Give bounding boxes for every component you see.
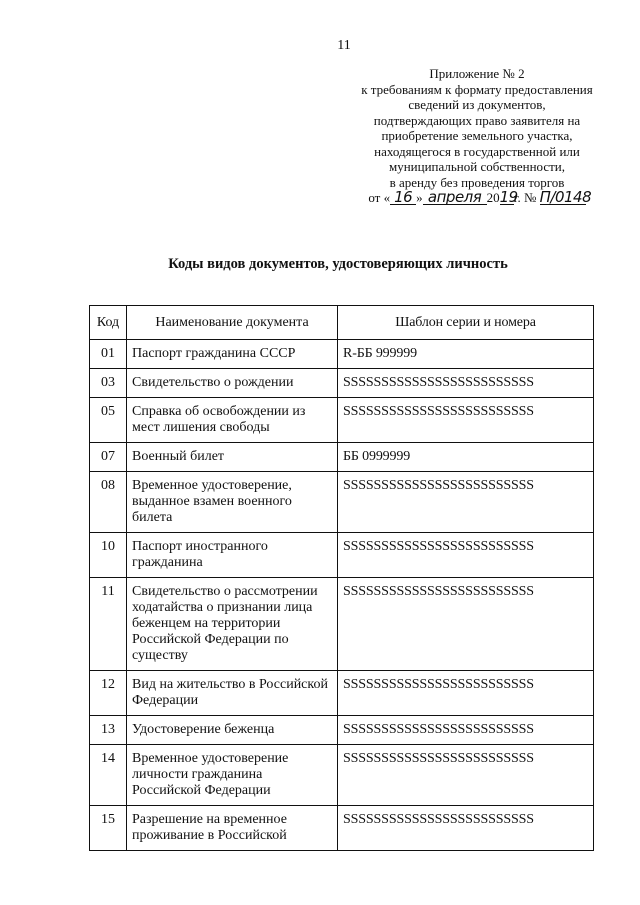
header-code: Код bbox=[90, 306, 127, 340]
document-codes-table bbox=[89, 305, 594, 851]
row-name: Справка об освобождении из мест лишения свободы bbox=[127, 398, 338, 443]
order-date-line bbox=[352, 190, 602, 206]
appendix-line: к требованиям к формату предоставления bbox=[361, 81, 593, 97]
row-code: 08 bbox=[90, 472, 127, 533]
appendix-line: находящегося в государственной или bbox=[374, 143, 580, 159]
year-prefix: 20 bbox=[486, 190, 500, 205]
row-template: SSSSSSSSSSSSSSSSSSSSSSSSS bbox=[338, 716, 594, 745]
table-row bbox=[90, 578, 594, 671]
table-row bbox=[90, 533, 594, 578]
row-name: Паспорт гражданина СССР bbox=[127, 340, 338, 369]
row-name: Вид на жительство в Российской Федерации bbox=[127, 671, 338, 716]
table-row bbox=[90, 671, 594, 716]
row-code: 03 bbox=[90, 369, 127, 398]
row-code: 15 bbox=[90, 806, 127, 851]
row-code: 12 bbox=[90, 671, 127, 716]
handwritten-month: апреля bbox=[423, 190, 487, 205]
page-number: 11 bbox=[337, 38, 351, 53]
row-template: SSSSSSSSSSSSSSSSSSSSSSSSS bbox=[338, 578, 594, 671]
appendix-line: Приложение № 2 bbox=[429, 66, 525, 81]
row-code: 05 bbox=[90, 398, 127, 443]
row-template: SSSSSSSSSSSSSSSSSSSSSSSSS bbox=[338, 806, 594, 851]
row-name: Свидетельство о рождении bbox=[127, 369, 338, 398]
row-template: SSSSSSSSSSSSSSSSSSSSSSSSS bbox=[338, 369, 594, 398]
appendix-line: сведений из документов, bbox=[408, 97, 546, 112]
row-template: SSSSSSSSSSSSSSSSSSSSSSSSS bbox=[338, 533, 594, 578]
date-close: » bbox=[416, 190, 423, 205]
row-template: SSSSSSSSSSSSSSSSSSSSSSSSS bbox=[338, 472, 594, 533]
row-code: 11 bbox=[90, 578, 127, 671]
row-name: Удостоверение беженца bbox=[127, 716, 338, 745]
table-row bbox=[90, 472, 594, 533]
row-code: 07 bbox=[90, 443, 127, 472]
row-name: Свидетельство о рассмотрении ходатайства о признании лица беженцем на территории Российской Федерации по существу bbox=[127, 578, 338, 671]
row-template: SSSSSSSSSSSSSSSSSSSSSSSSS bbox=[338, 398, 594, 443]
document-title: Коды видов документов, удостоверяющих личность bbox=[168, 256, 508, 272]
row-code: 01 bbox=[90, 340, 127, 369]
table-row bbox=[90, 745, 594, 806]
row-name: Военный билет bbox=[127, 443, 338, 472]
table-body bbox=[90, 340, 594, 851]
table-row bbox=[90, 340, 594, 369]
appendix-line: приобретение земельного участка, bbox=[381, 128, 573, 143]
row-name: Паспорт иностранного гражданина bbox=[127, 533, 338, 578]
number-label: г. № bbox=[513, 190, 537, 205]
handwritten-order-number: П/0148 bbox=[539, 188, 592, 206]
row-template: ББ 0999999 bbox=[338, 443, 594, 472]
table-row bbox=[90, 716, 594, 745]
appendix-line: муниципальной собственности, bbox=[388, 159, 566, 174]
table-row bbox=[90, 398, 594, 443]
table-row bbox=[90, 806, 594, 851]
header-name: Наименование документа bbox=[127, 306, 338, 340]
table-header-row bbox=[90, 306, 594, 340]
handwritten-day: 16 bbox=[390, 190, 416, 205]
row-name: Временное удостоверение, выданное взамен военного билета bbox=[127, 472, 338, 533]
row-code: 14 bbox=[90, 745, 127, 806]
table-row bbox=[90, 443, 594, 472]
row-name: Разрешение на временное проживание в Российской bbox=[127, 806, 338, 851]
date-prefix: от « bbox=[368, 190, 391, 205]
table-row bbox=[90, 369, 594, 398]
row-template: SSSSSSSSSSSSSSSSSSSSSSSSS bbox=[338, 745, 594, 806]
row-code: 10 bbox=[90, 533, 127, 578]
handwritten-year: 19 bbox=[499, 188, 518, 206]
row-name: Временное удостоверение личности гражданина Российской Федерации bbox=[127, 745, 338, 806]
appendix-header bbox=[352, 66, 602, 206]
appendix-line: подтверждающих право заявителя на bbox=[373, 112, 581, 128]
row-template: SSSSSSSSSSSSSSSSSSSSSSSSS bbox=[338, 671, 594, 716]
row-code: 13 bbox=[90, 716, 127, 745]
row-template: R-ББ 999999 bbox=[338, 340, 594, 369]
header-template: Шаблон серии и номера bbox=[338, 306, 594, 340]
appendix-line: в аренду без проведения торгов bbox=[389, 174, 565, 190]
